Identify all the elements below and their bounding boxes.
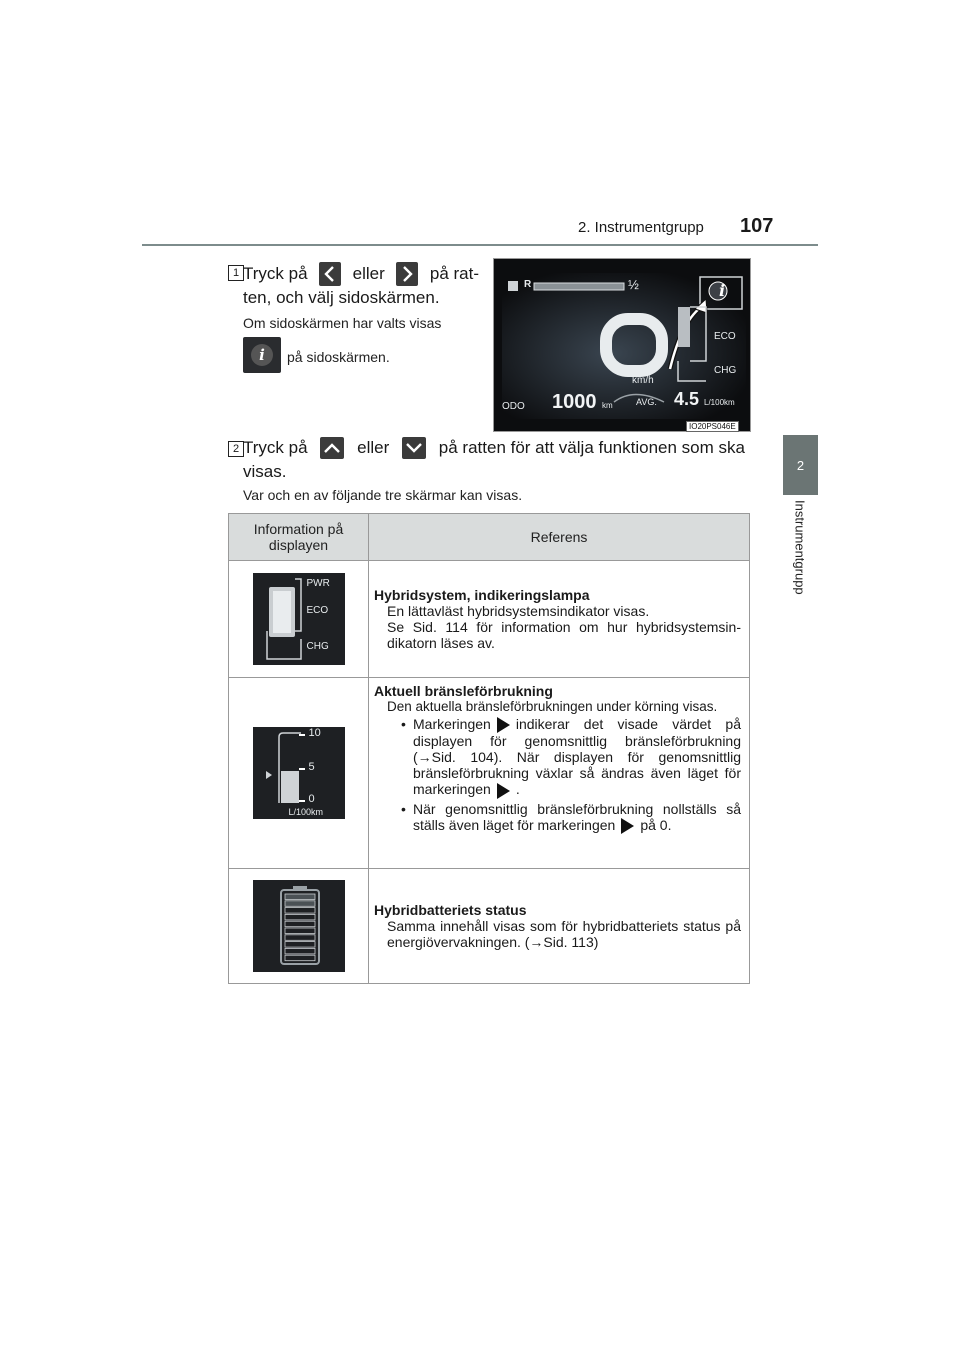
marker-icon bbox=[497, 783, 510, 799]
row3-title: Hybridbatteriets status bbox=[374, 902, 527, 918]
thumb-pwr-label: PWR bbox=[306, 578, 330, 589]
battery-cell bbox=[285, 908, 315, 914]
row1-line1: En lättavläst hybridsystemsindikator visas. bbox=[387, 603, 650, 619]
bullet1-b: indikerar det visade värdet på displayen för genomsnittlig bränsleförbrukning (→Sid. 104). När displayen för genomsnittlig bränsleförbrukning växlar så ändras även läget för markeringen bbox=[413, 716, 741, 798]
thumb-tick-0: 0 bbox=[308, 793, 315, 805]
marker-icon bbox=[497, 717, 510, 733]
step1-note-a: Om sidoskärmen har valts visas bbox=[243, 315, 442, 331]
info-icon bbox=[243, 337, 281, 373]
fuel-pump-icon bbox=[508, 281, 518, 291]
step1-note-b: på sidoskärmen. bbox=[287, 349, 390, 365]
marker-icon bbox=[621, 818, 634, 834]
odo-label: ODO bbox=[502, 401, 525, 412]
svg-text:i: i bbox=[259, 346, 265, 364]
step2-text-c: på ratten för att välja funktionen som ska bbox=[438, 438, 745, 457]
list-item bbox=[401, 801, 741, 834]
battery-cell bbox=[285, 914, 315, 920]
chapter-tab: 2 bbox=[783, 435, 818, 495]
battery-cell bbox=[285, 948, 315, 954]
battery-cell bbox=[285, 894, 315, 900]
step1-text bbox=[243, 262, 479, 310]
table-row bbox=[229, 869, 750, 984]
battery-cell bbox=[285, 935, 315, 941]
table-header-reference: Referens bbox=[369, 514, 750, 561]
fuel-consumption-thumbnail bbox=[253, 727, 345, 819]
row2-line1: Den aktuella bränsleförbrukningen under körning visas. bbox=[387, 699, 718, 714]
battery-cell bbox=[285, 921, 315, 927]
row1-title: Hybridsystem, indikeringslampa bbox=[374, 587, 590, 603]
hybrid-indicator-thumbnail bbox=[253, 573, 345, 665]
battery-cell bbox=[285, 955, 315, 961]
odo-unit: km bbox=[602, 401, 613, 410]
step2-note: Var och en av följande tre skärmar kan visas. bbox=[243, 487, 523, 503]
step2-text-b: eller bbox=[357, 438, 390, 457]
thumb-chg-label: CHG bbox=[306, 641, 329, 652]
speed-unit: km/h bbox=[632, 375, 654, 386]
instrument-display-figure bbox=[493, 258, 751, 432]
fuel-full-mark: ½ bbox=[628, 277, 639, 292]
avg-label: AVG. bbox=[636, 397, 657, 407]
chapter-tab-label: Instrumentgrupp bbox=[792, 500, 808, 595]
bullet2-b: på 0. bbox=[640, 816, 672, 833]
gear-indicator: R bbox=[524, 279, 532, 290]
thumb-unit: L/100km bbox=[288, 807, 324, 817]
chevron-right-icon bbox=[396, 262, 418, 286]
row3-line1: Samma innehåll visas som för hybridbatteriets status på energiövervakningen. (→Sid. 113) bbox=[387, 918, 741, 950]
figure-code: IO20PS046E bbox=[686, 421, 739, 432]
battery-status-thumbnail bbox=[253, 880, 345, 972]
step-number-1: 1 bbox=[228, 265, 244, 281]
table-header-info: Information på displayen bbox=[229, 514, 369, 561]
step1-text-a: Tryck på bbox=[243, 264, 308, 283]
bullet1-c: . bbox=[515, 781, 520, 798]
step2-text-d: visas. bbox=[243, 462, 287, 481]
battery-cell bbox=[285, 942, 315, 948]
list-item bbox=[401, 716, 741, 799]
avg-unit: L/100km bbox=[704, 398, 735, 407]
section-title: 2. Instrumentgrupp bbox=[578, 219, 704, 236]
marker-triangle bbox=[266, 771, 272, 779]
step2-text bbox=[243, 436, 745, 484]
eco-label: ECO bbox=[714, 331, 736, 342]
battery-cell bbox=[285, 928, 315, 934]
chevron-up-icon bbox=[320, 437, 344, 459]
avg-value: 4.5 bbox=[674, 389, 700, 409]
bullet1-a: Markeringen bbox=[413, 716, 491, 732]
chevron-left-icon bbox=[319, 262, 341, 286]
thumb-tick-10: 10 bbox=[308, 727, 321, 739]
reference-table bbox=[228, 513, 750, 984]
speed-value bbox=[609, 303, 610, 304]
odo-value: 1000 bbox=[552, 391, 597, 413]
header-rule bbox=[142, 244, 818, 246]
step2-text-a: Tryck på bbox=[243, 438, 308, 457]
step1-text-d: ten, och välj sidoskärmen. bbox=[243, 288, 440, 307]
row2-title: Aktuell bränsleförbrukning bbox=[374, 683, 553, 699]
chevron-down-icon bbox=[402, 437, 426, 459]
thumb-eco-label: ECO bbox=[306, 605, 329, 616]
bullet2-a: När genomsnittlig bränsleförbrukning nollställs så ställs även läget för markeringen bbox=[413, 800, 741, 833]
table-row bbox=[229, 561, 750, 678]
row2-bullets bbox=[374, 716, 741, 834]
page-number: 107 bbox=[740, 215, 774, 237]
thumb-tick-5: 5 bbox=[308, 761, 315, 773]
table-row bbox=[229, 678, 750, 869]
step-number-2: 2 bbox=[228, 441, 244, 457]
figure-info-glyph: i bbox=[719, 281, 726, 300]
step1-text-c: på rat- bbox=[429, 264, 479, 283]
battery-cell bbox=[285, 901, 315, 907]
battery-icon bbox=[253, 880, 345, 972]
row1-line2: Se Sid. 114 för information om hur hybridsystemsin-dikatorn läses av. bbox=[387, 619, 741, 651]
chg-label: CHG bbox=[714, 365, 737, 376]
step1-text-b: eller bbox=[352, 264, 385, 283]
